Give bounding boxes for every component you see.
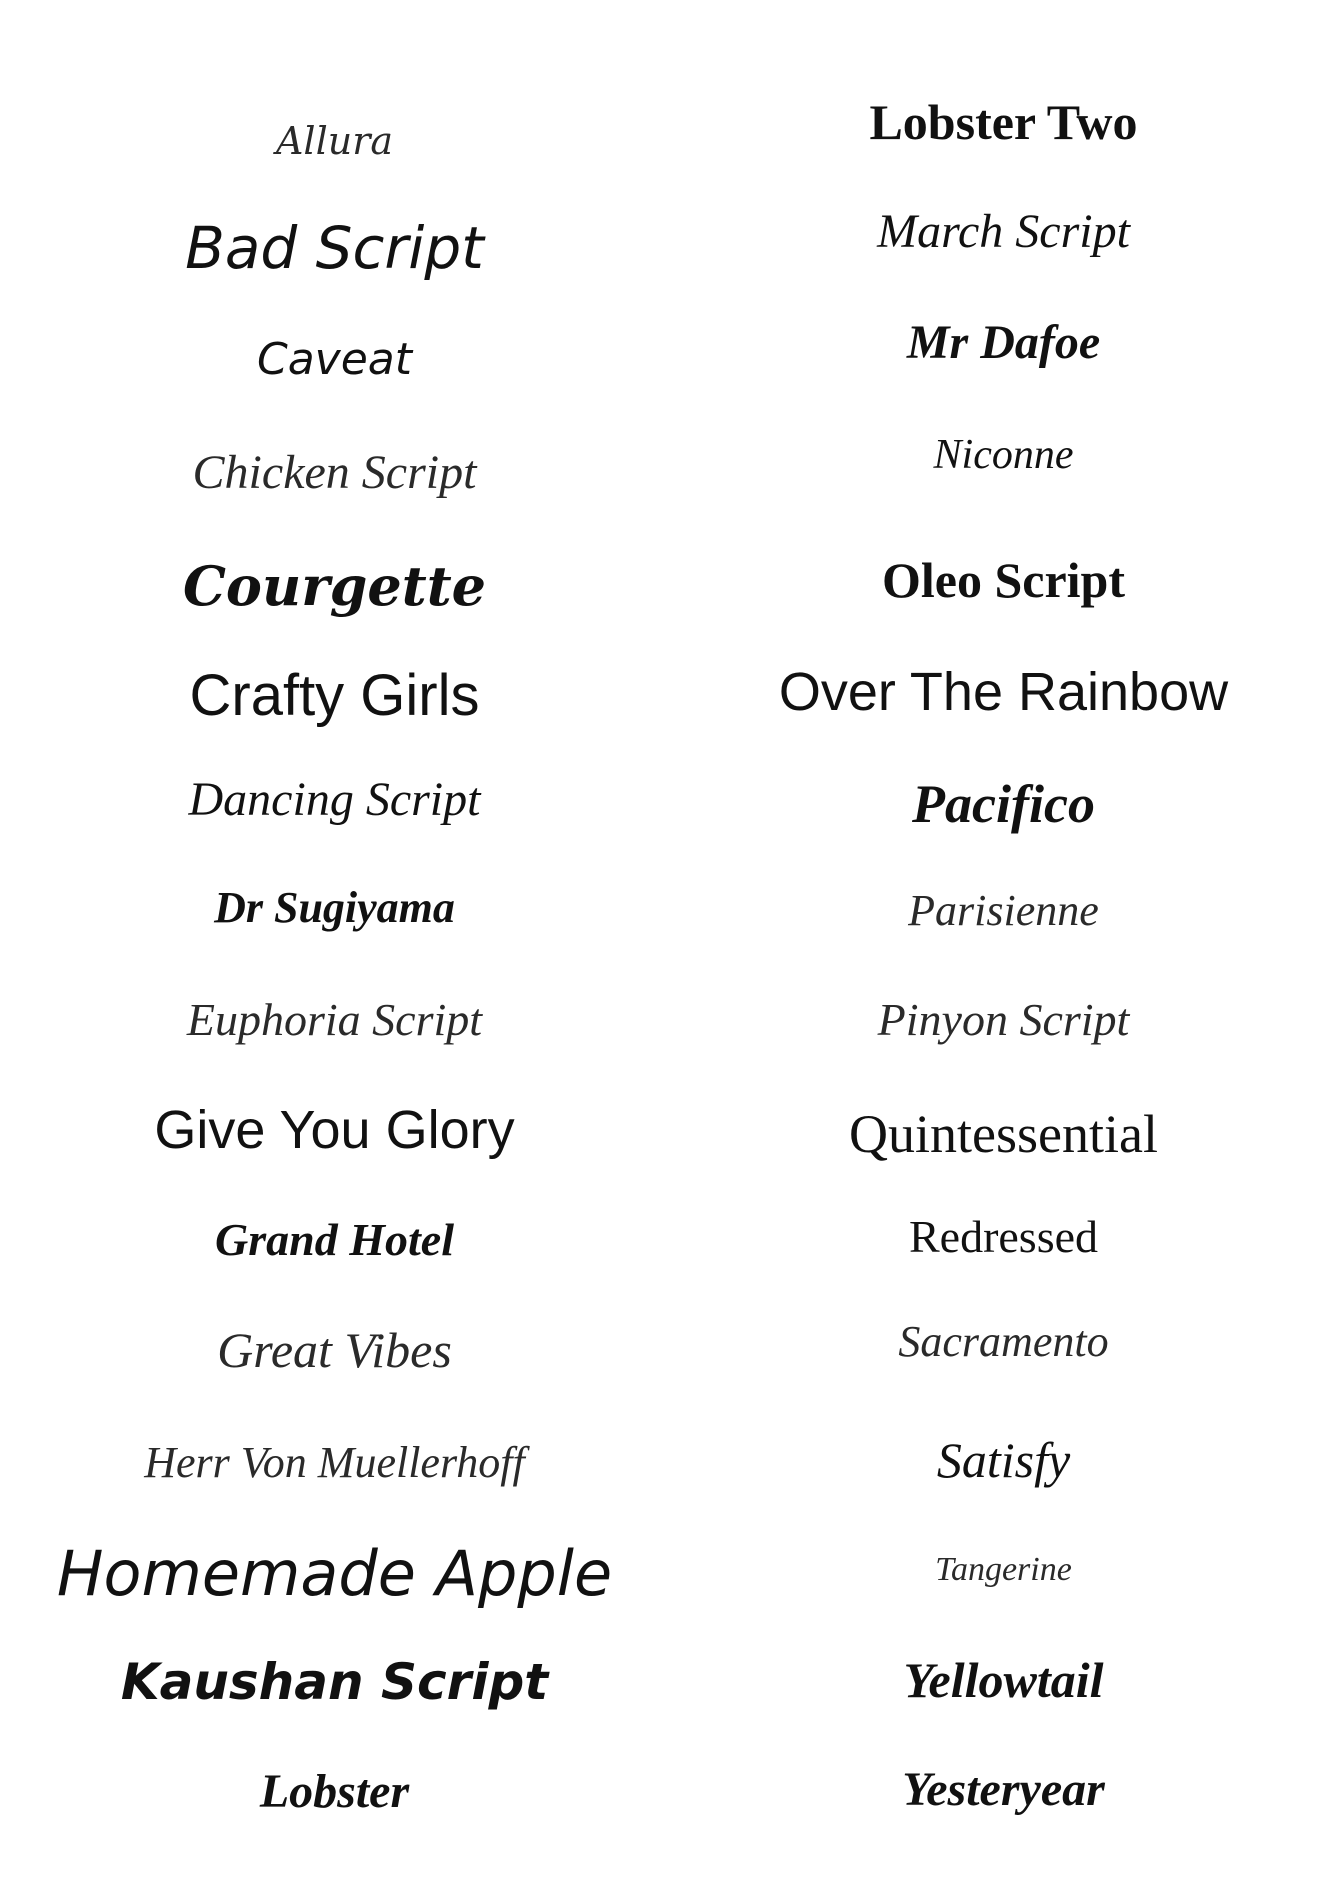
font-sample-mr-dafoe: Mr Dafoe (906, 316, 1101, 369)
font-sample-kaushan-script: Kaushan Script (120, 1653, 549, 1711)
font-sample-satisfy: Satisfy (936, 1432, 1071, 1488)
font-sample-crafty-girls: Crafty Girls (189, 663, 480, 728)
font-sample-oleo-script: Oleo Script (881, 552, 1126, 608)
font-sample-chicken-script: Chicken Script (192, 446, 477, 499)
font-sample-great-vibes: Great Vibes (217, 1322, 452, 1378)
font-sample-euphoria-script: Euphoria Script (186, 994, 483, 1045)
font-sample-dancing-script: Dancing Script (188, 773, 481, 826)
font-sample-quintessential: Quintessential (849, 1104, 1158, 1164)
font-sample-niconne: Niconne (933, 432, 1074, 478)
font-sample-yellowtail: Yellowtail (903, 1652, 1104, 1708)
font-sample-tangerine: Tangerine (935, 1551, 1072, 1588)
font-sample-over-the-rainbow: Over The Rainbow (778, 662, 1229, 722)
font-sample-pacifico: Pacifico (912, 774, 1095, 834)
font-sample-dr-sugiyama: Dr Sugiyama (214, 883, 455, 932)
font-sample-allura: Allura (275, 119, 394, 163)
font-sample-pinyon-script: Pinyon Script (877, 994, 1130, 1045)
font-sample-lobster: Lobster (259, 1765, 410, 1818)
font-sample-grand-hotel: Grand Hotel (215, 1214, 454, 1265)
font-sample-herr-von-muellerhoff: Herr Von Muellerhoff (144, 1438, 525, 1487)
font-sample-sacramento: Sacramento (898, 1317, 1109, 1366)
font-sample-caveat: Caveat (256, 334, 412, 385)
font-sample-bad-script: Bad Script (185, 214, 484, 282)
font-sample-courgette: Courgette (182, 554, 487, 618)
font-sample-yesteryear: Yesteryear (902, 1763, 1105, 1816)
font-sample-homemade-apple: Homemade Apple (56, 1537, 613, 1610)
font-sample-lobster-two: Lobster Two (869, 94, 1138, 150)
font-list-right (669, 0, 1338, 1902)
font-sample-parisienne: Parisienne (908, 886, 1099, 935)
font-sample-march-script: March Script (877, 205, 1130, 258)
font-sample-give-you-glory: Give You Glory (154, 1100, 515, 1160)
font-sample-redressed: Redressed (908, 1211, 1099, 1262)
